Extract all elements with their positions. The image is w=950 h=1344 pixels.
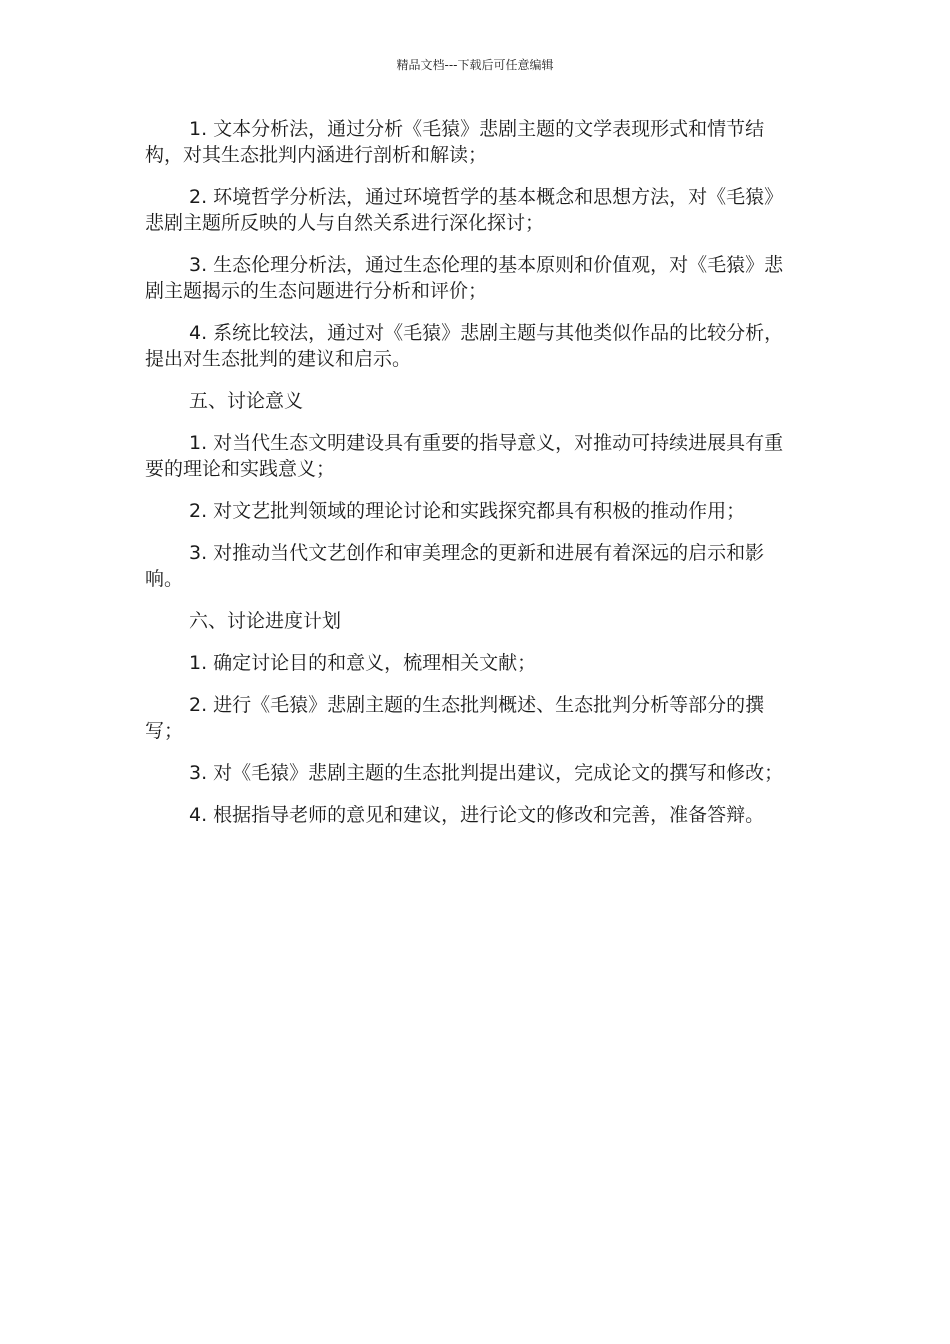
section-heading-schedule: 六、讨论进度计划 <box>189 610 342 632</box>
significance-item-3: 3. 对推动当代文艺创作和审美理念的更新和进展有着深远的启示和影响。 <box>145 542 765 590</box>
method-environmental-philosophy: 2. 环境哲学分析法，通过环境哲学的基本概念和思想方法，对《毛猿》悲剧主题所反映的人与自然关系进行深化探讨； <box>145 186 784 234</box>
page-header: 精品文档---下载后可任意编辑 <box>396 58 554 72</box>
method-ecological-ethics: 3. 生态伦理分析法，通过生态伦理的基本原则和价值观，对《毛猿》悲剧主题揭示的生态问题进行分析和评价； <box>145 254 784 302</box>
document-body <box>145 116 801 844</box>
schedule-item-2: 2. 进行《毛猿》悲剧主题的生态批判概述、生态批判分析等部分的撰写； <box>145 694 765 742</box>
schedule-item-3: 3. 对《毛猿》悲剧主题的生态批判提出建议，完成论文的撰写和修改； <box>189 762 784 784</box>
method-text-analysis: 1. 文本分析法，通过分析《毛猿》悲剧主题的文学表现形式和情节结构，对其生态批判内涵进行剖析和解读； <box>145 118 765 166</box>
significance-item-2: 2. 对文艺批判领域的理论讨论和实践探究都具有积极的推动作用； <box>189 500 746 522</box>
method-system-comparison: 4. 系统比较法，通过对《毛猿》悲剧主题与其他类似作品的比较分析，提出对生态批判的建议和启示。 <box>145 322 784 370</box>
schedule-item-4: 4. 根据指导老师的意见和建议，进行论文的修改和完善，准备答辩。 <box>189 804 765 826</box>
schedule-item-1: 1. 确定讨论目的和意义，梳理相关文献； <box>189 652 537 674</box>
significance-item-1: 1. 对当代生态文明建设具有重要的指导意义，对推动可持续进展具有重要的理论和实践意义； <box>145 432 784 480</box>
section-heading-significance: 五、讨论意义 <box>189 390 304 412</box>
